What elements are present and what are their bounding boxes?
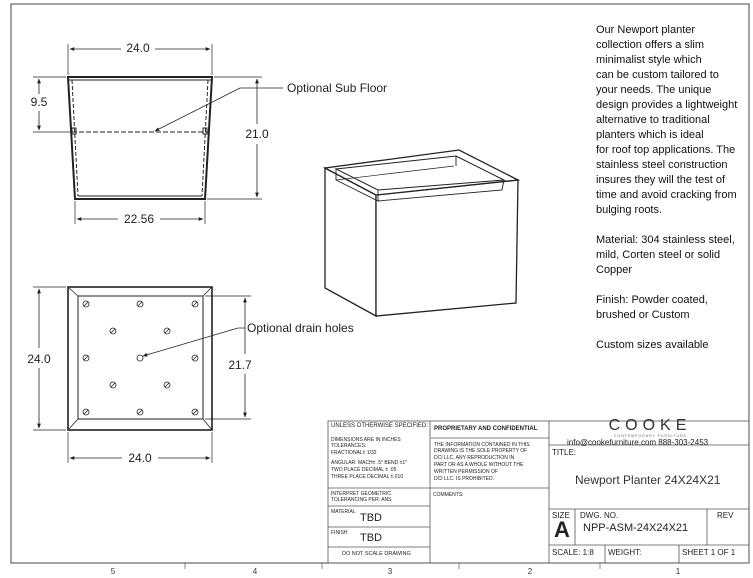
product-description <box>596 23 746 353</box>
scale-label: SCALE: 1:8 <box>552 548 594 557</box>
comments-label: COMMENTS: <box>433 492 464 498</box>
callout-sub-floor: Optional Sub Floor <box>287 81 388 95</box>
proprietary-heading: PROPRIETARY AND CONFIDENTIAL <box>434 426 538 432</box>
interpret-line: TOLERANCING PER: ANS <box>331 497 392 503</box>
unless-specified: UNLESS OTHERWISE SPECIFIED: <box>331 423 428 429</box>
proprietary-line: DCI LLC. ANY REPRODUCTION IN <box>434 455 515 461</box>
proprietary-line: DRAWING IS THE SOLE PROPERTY OF <box>434 448 528 454</box>
brand-logo: COOKE <box>608 417 692 434</box>
dim-height: 21.0 <box>245 127 269 141</box>
zone-label: 5 <box>110 567 116 576</box>
sheet-label: SHEET 1 OF 1 <box>682 548 736 557</box>
dim-sub-floor-height: 9.5 <box>30 95 48 109</box>
dim-top-width: 24.0 <box>126 41 150 55</box>
plan-outer-rim <box>68 287 212 430</box>
callout-drain-holes: Optional drain holes <box>247 321 354 335</box>
front-outline <box>68 77 212 199</box>
weight-label: WEIGHT: <box>608 548 642 557</box>
tolerance-line: THREE PLACE DECIMAL ±.010 <box>331 474 404 480</box>
proprietary-line: WRITTEN PERMISSION OF <box>434 469 498 475</box>
zone-ticks <box>185 563 600 569</box>
proprietary-line: PART OR AS A WHOLE WITHOUT THE <box>434 462 524 468</box>
iso-right-face <box>376 180 518 316</box>
finish-label: FINISH <box>331 530 348 536</box>
description-paragraph: Our Newport planter collection offers a slim minimalist style which can be custom tailored to your needs. The unique design provides a lightweight alternative to traditional planters which is ideal for roof top applications. The stainless steel construction insures they will the test of time and avoid cracking from bulging roots. <box>596 24 738 216</box>
tolerance-line: DIMENSIONS ARE IN INCHES <box>331 437 401 443</box>
material-value: TBD <box>360 512 382 524</box>
dim-plan-depth: 24.0 <box>27 352 51 366</box>
tolerance-line: FRACTIONAL± 1/32 <box>331 450 377 456</box>
title-label: TITLE: <box>552 448 577 457</box>
custom-sizes-text: Custom sizes available <box>596 339 709 351</box>
finish-text: Finish: Powder coated, brushed or Custom <box>596 294 708 321</box>
size-label: SIZE <box>552 511 570 520</box>
dwg-no-value: NPP-ASM-24X24X21 <box>583 522 689 534</box>
material-label: MATERIAL <box>331 509 356 515</box>
zone-label: 3 <box>387 567 393 576</box>
drain-hole-center <box>137 355 143 361</box>
plan-inner <box>78 296 203 419</box>
tolerance-line: ANGULAR: MACH± .5° BEND ±1° <box>331 460 408 466</box>
zone-label: 1 <box>675 567 681 576</box>
brand-tagline: CONTEMPORARY FURNITURE <box>614 434 688 438</box>
dwg-no-label: DWG. NO. <box>580 511 619 520</box>
dim-bottom-width: 22.56 <box>123 212 155 226</box>
tolerance-line: TOLERANCES: <box>331 443 367 449</box>
tolerance-line: TWO PLACE DECIMAL ± .05 <box>331 467 397 473</box>
do-not-scale: DO NOT SCALE DRAWING <box>342 551 411 557</box>
material-text: Material: 304 stainless steel, mild, Corten steel or solid Copper <box>596 234 735 276</box>
dim-inner-plan: 21.7 <box>228 358 252 372</box>
interpret-line: INTERPRET GEOMETRIC <box>331 491 391 497</box>
dim-plan-width: 24.0 <box>128 451 152 465</box>
size-value: A <box>554 517 570 542</box>
proprietary-line: THE INFORMATION CONTAINED IN THIS <box>434 442 530 448</box>
drawing-title: Newport Planter 24X24X21 <box>575 473 721 487</box>
finish-value: TBD <box>360 532 382 544</box>
proprietary-line: DCI LLC. IS PROHIBITED. <box>434 476 495 482</box>
isometric-view <box>325 150 518 316</box>
zone-label: 2 <box>527 567 533 576</box>
rev-label: REV <box>717 511 734 520</box>
top-view <box>33 287 251 463</box>
zone-label: 4 <box>252 567 258 576</box>
contact-info: info@cookefurniture.com 888-303-2453 <box>567 438 709 447</box>
